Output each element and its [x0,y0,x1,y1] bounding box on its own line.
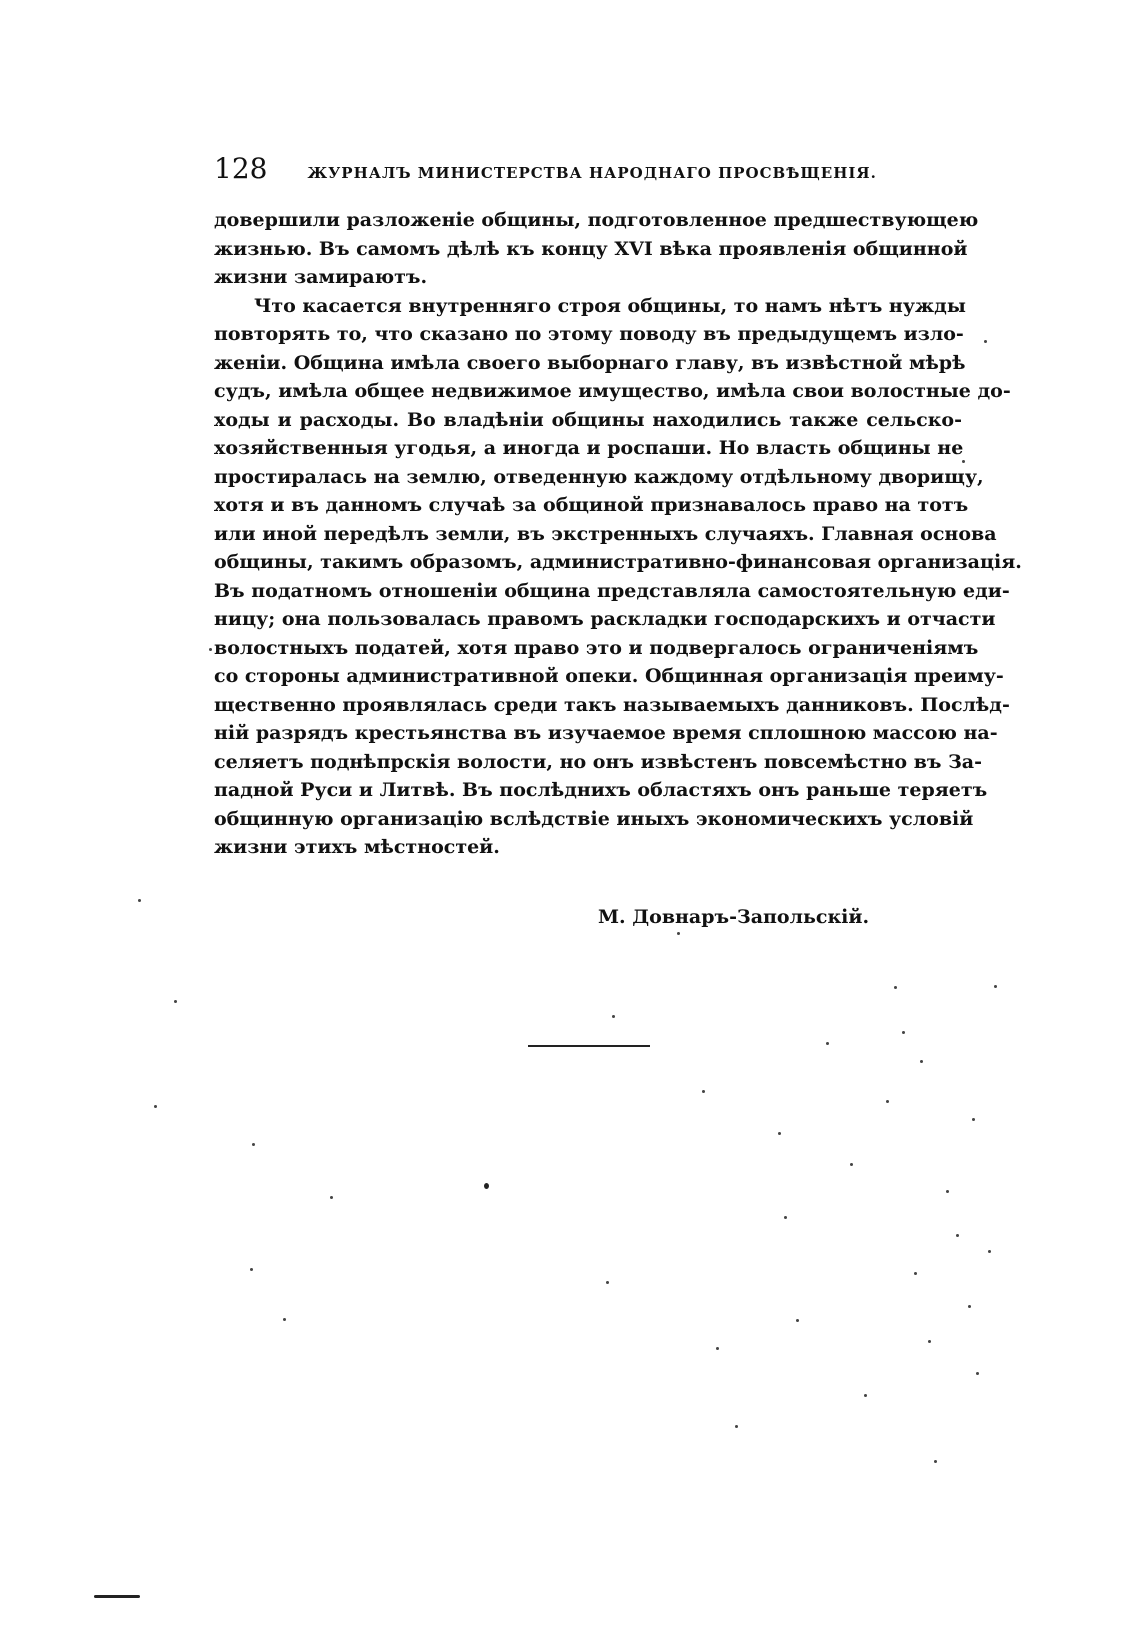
scan-speck [972,1118,975,1121]
scan-speck [914,1272,917,1275]
text-line-9: хозяйственныя угодья, а иногда и роспаши. Но власть общины не [214,437,964,459]
scan-speck [606,1281,609,1284]
scan-speck [716,1347,719,1350]
scan-speck [864,1394,867,1397]
text-line-1: довершили разложеніе общины, подготовленное предшествующею [214,209,979,231]
scan-speck [946,1190,949,1193]
section-end-rule [528,1045,650,1047]
running-header [214,152,970,192]
text-line-10: простиралась на землю, отведенную каждому отдѣльному дворищу, [214,465,984,488]
scan-speck [968,1305,971,1308]
text-line-2: жизнью. Въ самомъ дѣлѣ къ концу XVI вѣка проявленія общинной [214,237,968,260]
scan-speck [174,1000,177,1003]
text-line-18: щественно проявлялась среди такъ называемыхъ данниковъ. Послѣд- [214,693,1010,716]
scan-speck [962,460,965,463]
scan-speck [956,1234,959,1237]
scan-speck [928,1340,931,1343]
text-line-11: хотя и въ данномъ случаѣ за общиной признавалось право на тотъ [214,494,969,516]
scan-speck [677,932,680,935]
body-text [214,206,1022,862]
scan-speck [138,899,141,902]
text-line-13: общины, такимъ образомъ, административно-финансовая организація. [214,551,1022,573]
scan-speck [976,1372,979,1375]
page-number: 128 [214,152,268,185]
scan-speck [612,1015,615,1018]
scan-speck [250,1268,253,1271]
scan-speck [735,1425,738,1428]
text-line-23: жизни этихъ мѣстностей. [214,836,500,858]
scan-speck [484,1183,489,1189]
text-line-4: Что касается внутренняго строя общины, то намъ нѣтъ нужды [254,294,966,317]
scan-speck [252,1143,255,1146]
journal-title: ЖУРНАЛЪ МИНИСТЕРСТВА НАРОДНАГО ПРОСВѢЩЕНІЯ. [307,164,877,182]
scan-speck [330,1196,333,1199]
text-line-15: ницу; она пользовалась правомъ раскладки господарскихъ и отчасти [214,608,996,630]
text-line-16: волостныхъ податей, хотя право это и подвергалось ограниченіямъ [214,636,979,659]
text-line-14: Въ податномъ отношеніи община представляла самостоятельную еди- [214,579,1010,602]
text-line-20: селяетъ поднѣпрскія волости, но онъ извѣстенъ повсемѣстно въ За- [214,750,983,773]
text-line-19: ній разрядъ крестьянства въ изучаемое время сплошною массою на- [214,722,998,744]
scan-edge-mark [94,1595,140,1598]
text-line-8: ходы и расходы. Во владѣніи общины находились также сельско- [214,408,962,431]
text-line-3: жизни замираютъ. [214,266,428,288]
text-line-17: со стороны административной опеки. Общинная организація преиму- [214,665,1004,687]
text-line-6: женіи. Община имѣла своего выборнаго главу, въ извѣстной мѣрѣ [214,351,966,374]
text-line-7: судъ, имѣла общее недвижимое имущество, имѣла свои волостные до- [214,380,1011,402]
scan-speck [850,1163,853,1166]
scan-speck [778,1132,781,1135]
scan-speck [894,986,897,989]
scan-speck [984,340,987,343]
scan-speck [784,1216,787,1219]
text-line-22: общинную организацію вслѣдствіе иныхъ экономическихъ условій [214,807,974,830]
scan-speck [702,1090,705,1093]
scan-speck [796,1319,799,1322]
scan-speck [283,1318,286,1321]
scan-speck [209,648,212,651]
scan-speck [826,1042,829,1045]
text-line-5: повторять то, что сказано по этому поводу въ предыдущемъ изло- [214,323,964,345]
author-signature: М. Довнаръ-Запольскій. [598,906,870,928]
text-line-12: или иной передѣлъ земли, въ экстренныхъ случаяхъ. Главная основа [214,522,997,545]
scan-speck [988,1250,991,1253]
scan-speck [886,1100,889,1103]
scan-speck [154,1105,157,1108]
text-line-21: падной Руси и Литвѣ. Въ послѣднихъ областяхъ онъ раньше теряетъ [214,779,988,801]
scan-speck [902,1031,905,1034]
scan-speck [994,985,997,988]
scan-speck [920,1060,923,1063]
scan-speck [934,1460,937,1463]
